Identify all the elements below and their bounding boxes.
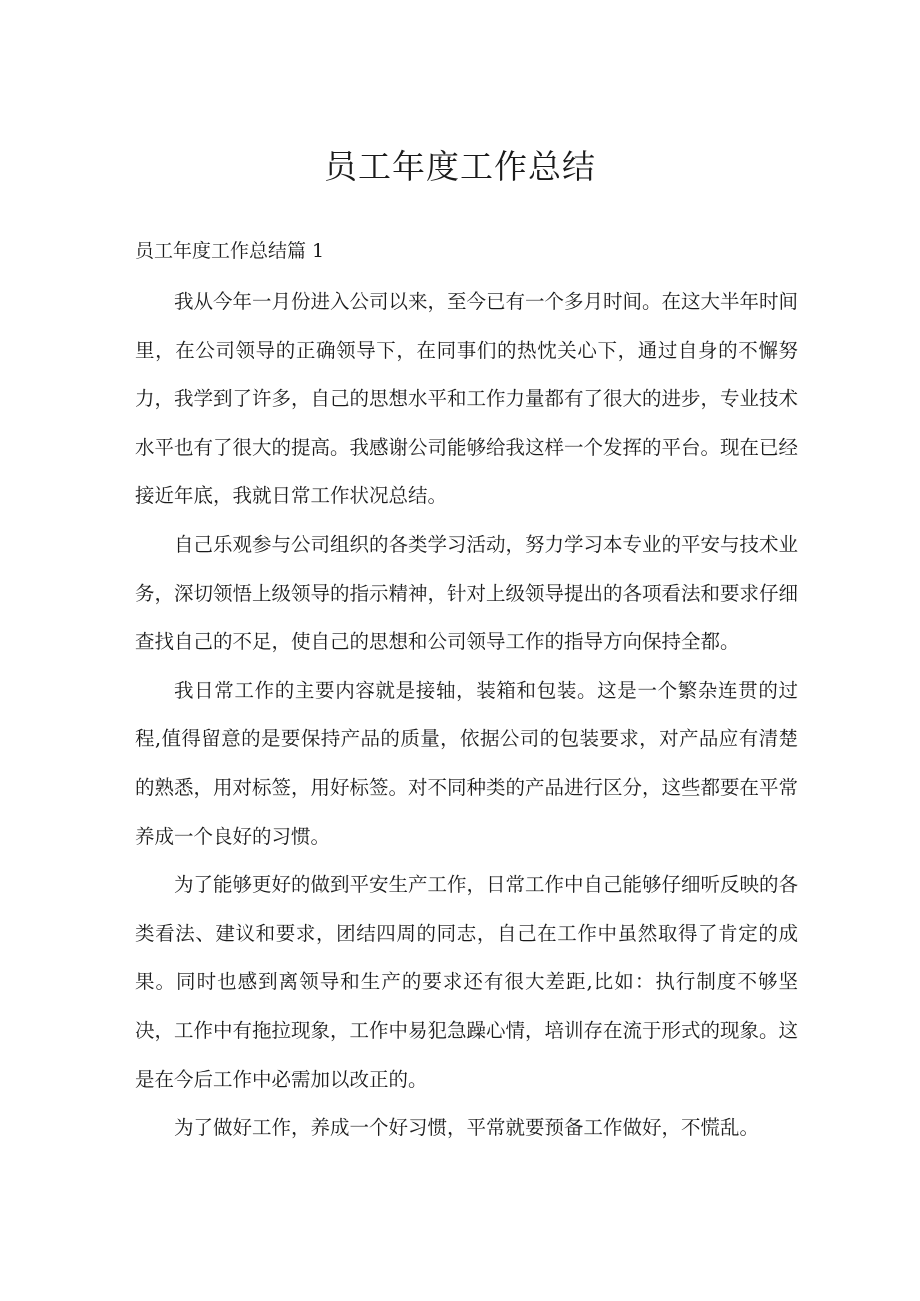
paragraph: 自己乐观参与公司组织的各类学习活动，努力学习本专业的平安与技术业务，深切领悟上级领导的指示精神，针对上级领导提出的各项看法和要求仔细查找自己的不足，使自己的思想和公司领导工作的指导方向保持全都。 — [135, 532, 799, 654]
document-body — [135, 278, 798, 1153]
section-heading: 员工年度工作总结篇 1 — [135, 240, 325, 262]
paragraph: 为了能够更好的做到平安生产工作，日常工作中自己能够仔细听反映的各类看法、建议和要求，团结四周的同志，自己在工作中虽然取得了肯定的成果。同时也感到离领导和生产的要求还有很大差距,比如：执行制度不够坚决，工作中有拖拉现象，工作中易犯急躁心情，培训存在流于形式的现象。这是在今后工作中必需加以改正的。 — [135, 873, 799, 1091]
paragraph: 我日常工作的主要内容就是接轴，装箱和包装。这是一个繁杂连贯的过程,值得留意的是要保持产品的质量，依据公司的包装要求，对产品应有清楚的熟悉，用对标签，用好标签。对不同种类的产品进行区分，这些都要在平常养成一个良好的习惯。 — [135, 678, 799, 848]
document-title: 员工年度工作总结 — [324, 147, 596, 186]
paragraph: 我从今年一月份进入公司以来，至今已有一个多月时间。在这大半年时间里，在公司领导的正确领导下，在同事们的热忱关心下，通过自身的不懈努力，我学到了许多，自己的思想水平和工作力量都有了很大的进步，专业技术水平也有了很大的提高。我感谢公司能够给我这样一个发挥的平台。现在已经接近年底，我就日常工作状况总结。 — [135, 290, 799, 508]
paragraph: 为了做好工作，养成一个好习惯，平常就要预备工作做好，不慌乱。 — [174, 1116, 760, 1140]
